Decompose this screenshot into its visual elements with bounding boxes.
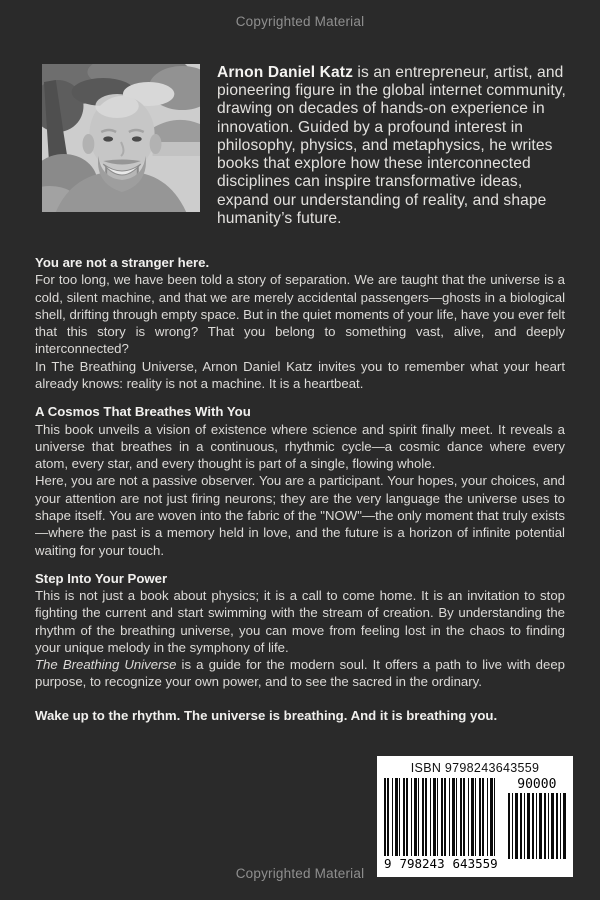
back-cover-copy (35, 254, 565, 724)
body-paragraph: For too long, we have been told a story of separation. We are taught that the universe is a cold, silent machine, and that we are merely accidental passengers—ghosts in a biological shell, drifting through empty space. But in the quiet moments of your life, have you ever felt that this story is wrong? That you belong to something vast, alive, and deeply interconnected? (35, 272, 565, 357)
barcode-addon-bars (508, 793, 566, 859)
body-paragraph: This is not just a book about physics; it is a call to come home. It is an invitation to stop fighting the current and start swimming with the stream of creation. By understanding the rhythm of the breathing universe, you can move from feeling lost in the chaos to finding your unique melody in the symphony of life. (35, 588, 565, 655)
closing-line: Wake up to the rhythm. The universe is breathing. And it is breathing you. (35, 707, 498, 723)
body-paragraph-text: is a guide for the modern soul. It offers a path to live with deep purpose, to recognize your own power, and to see the sacred in the ordinary. (35, 657, 565, 690)
section-heading: A Cosmos That Breathes With You (35, 404, 251, 420)
body-paragraph: Here, you are not a passive observer. You are a participant. Your hopes, your choices, and your attention are not just firing neurons; they are the very language the universe uses to shape itself. You are woven into the fabric of the "NOW"—the only moment that truly exists—where the past is a memory held in love, and the future is a horizon of infinite potential waiting for your touch. (35, 473, 565, 558)
author-bio-text: is an entrepreneur, artist, and pioneering figure in the global internet community, drawing on decades of hands-on experience in innovation. Guided by a profound interest in philosophy, physics, and metaphysics, he writes books that explore how these interconnected disciplines can inspire transformative ideas, expand our understanding of reality, and shape humanity’s future. (217, 64, 566, 227)
author-portrait-illustration (42, 64, 200, 212)
barcode-addon (508, 778, 566, 859)
body-paragraph: In The Breathing Universe, Arnon Daniel Katz invites you to remember what your heart already knows: reality is not a machine. It is a heartbeat. (35, 358, 565, 391)
copyright-notice-top: Copyrighted Material (235, 14, 365, 29)
barcode-digit-left: 9 (384, 855, 392, 871)
barcode-bars (384, 778, 498, 856)
copyright-notice-bottom: Copyrighted Material (235, 866, 365, 881)
barcode-row (384, 778, 566, 870)
section-heading: You are not a stranger here. (35, 255, 210, 270)
author-name: Arnon Daniel Katz (217, 64, 353, 81)
barcode-panel (377, 756, 573, 877)
barcode-main (384, 778, 498, 870)
isbn-label: ISBN 9798243643559 (410, 761, 540, 775)
book-title-italic: The Breathing Universe (35, 657, 177, 673)
section-cosmos (35, 403, 565, 559)
body-paragraph (35, 656, 565, 691)
author-section (42, 64, 566, 228)
section-power (35, 570, 565, 691)
section-heading: Step Into Your Power (35, 570, 168, 586)
barcode-addon-value: 90000 (517, 777, 557, 792)
author-photo (42, 64, 200, 212)
barcode-digit-group: 798243 (399, 855, 445, 871)
section-stranger (35, 254, 565, 392)
body-paragraph: This book unveils a vision of existence where science and spirit finally meet. It reveals a universe that breathes in a continuous, rhythmic cycle—a cosmic dance where every atom, every star, and every thought is part of a single, flowing whole. (35, 421, 565, 472)
author-bio (217, 64, 566, 228)
barcode-digit-group: 643559 (452, 855, 498, 871)
